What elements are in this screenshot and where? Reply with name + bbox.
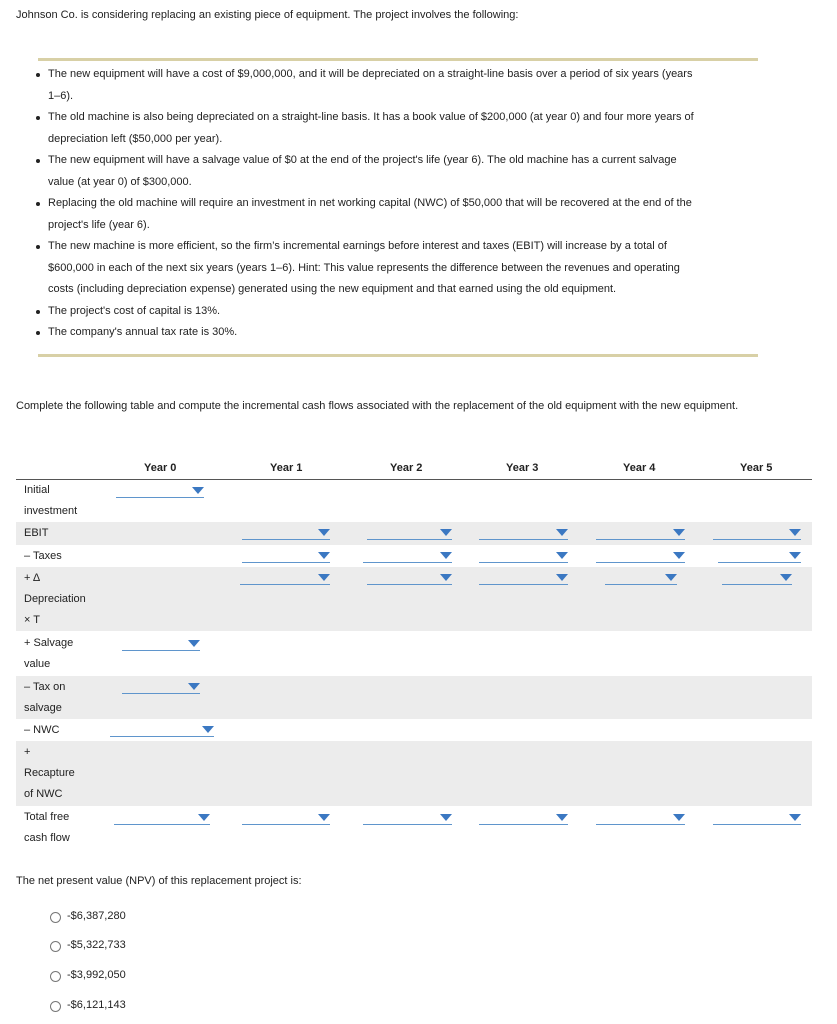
total-fcf-year5-dropdown[interactable] <box>713 811 801 825</box>
row-ebit <box>16 522 812 545</box>
radio-button[interactable] <box>50 1001 61 1012</box>
taxes-year1-dropdown[interactable] <box>242 549 330 563</box>
header-year-1: Year 1 <box>270 462 303 474</box>
chevron-down-icon <box>780 574 792 581</box>
row-label: – Tax on salvage <box>24 681 66 714</box>
bottom-divider <box>38 354 758 357</box>
taxes-year4-dropdown[interactable] <box>596 549 685 563</box>
chevron-down-icon <box>789 529 801 536</box>
chevron-down-icon <box>440 552 452 559</box>
header-year-5: Year 5 <box>740 462 773 474</box>
depreciation-year3-dropdown[interactable] <box>479 571 568 585</box>
option-label: -$6,387,280 <box>67 910 126 922</box>
row-recapture-nwc <box>16 741 812 806</box>
chevron-down-icon <box>673 529 685 536</box>
assumption-item: The new machine is more efficient, so the firm’s incremental earnings before interest and taxes (EBIT) will increase by a total of $600,000 in each of the next six years (years 1–6). Hint: This value represents the difference between the revenues and operating costs (including depreciation expense) generated using the new equipment and that earned using the old equipment. <box>36 236 758 301</box>
top-divider <box>38 58 758 61</box>
chevron-down-icon <box>440 529 452 536</box>
chevron-down-icon <box>556 814 568 821</box>
npv-question: The net present value (NPV) of this replacement project is: <box>16 875 302 887</box>
chevron-down-icon <box>556 552 568 559</box>
chevron-down-icon <box>202 726 214 733</box>
total-fcf-year1-dropdown[interactable] <box>242 811 330 825</box>
chevron-down-icon <box>556 529 568 536</box>
ebit-year4-dropdown[interactable] <box>596 526 685 540</box>
assumption-item: The project's cost of capital is 13%. <box>36 301 758 323</box>
row-label: + Salvage value <box>24 637 74 670</box>
chevron-down-icon <box>188 683 200 690</box>
row-label: – NWC <box>24 724 60 736</box>
header-year-3: Year 3 <box>506 462 539 474</box>
chevron-down-icon <box>440 574 452 581</box>
taxes-year2-dropdown[interactable] <box>363 549 452 563</box>
chevron-down-icon <box>318 529 330 536</box>
chevron-down-icon <box>318 552 330 559</box>
row-taxes <box>16 545 812 567</box>
row-label: + Δ Depreciation × T <box>24 572 86 626</box>
depreciation-year4-dropdown[interactable] <box>605 571 677 585</box>
salvage-year0-dropdown[interactable] <box>122 637 200 651</box>
assumption-item: The new equipment will have a cost of $9,000,000, and it will be depreciated on a straight-line basis over a period of six years (years 1–6). <box>36 64 758 107</box>
row-tax-on-salvage <box>16 676 812 719</box>
taxes-year3-dropdown[interactable] <box>479 549 568 563</box>
cash-flow-table-header <box>16 461 812 480</box>
chevron-down-icon <box>673 552 685 559</box>
chevron-down-icon <box>556 574 568 581</box>
header-year-4: Year 4 <box>623 462 656 474</box>
depreciation-year2-dropdown[interactable] <box>367 571 452 585</box>
assumption-item: The new equipment will have a salvage value of $0 at the end of the project's life (year 6). The old machine has a current salvage value (at year 0) of $300,000. <box>36 150 758 193</box>
row-salvage-value <box>16 631 812 676</box>
option-label: -$6,121,143 <box>67 999 126 1011</box>
assumption-list <box>36 64 758 344</box>
assumption-item: The company's annual tax rate is 30%. <box>36 322 758 344</box>
depreciation-year5-dropdown[interactable] <box>722 571 792 585</box>
chevron-down-icon <box>192 487 204 494</box>
row-label: – Taxes <box>24 550 62 562</box>
chevron-down-icon <box>789 552 801 559</box>
total-fcf-year4-dropdown[interactable] <box>596 811 685 825</box>
row-nwc <box>16 719 812 741</box>
intro-text: Johnson Co. is considering replacing an existing piece of equipment. The project involves the following: <box>16 9 519 21</box>
chevron-down-icon <box>198 814 210 821</box>
ebit-year3-dropdown[interactable] <box>479 526 568 540</box>
row-label: Total free cash flow <box>24 811 70 844</box>
header-year-0: Year 0 <box>144 462 177 474</box>
table-instruction: Complete the following table and compute the incremental cash flows associated with the replacement of the old equipment with the new equipment. <box>16 400 739 412</box>
assumption-item: The old machine is also being depreciated on a straight-line basis. It has a book value of $200,000 (at year 0) and four more years of depreciation left ($50,000 per year). <box>36 107 758 150</box>
taxes-year5-dropdown[interactable] <box>718 549 801 563</box>
total-fcf-year2-dropdown[interactable] <box>363 811 452 825</box>
ebit-year2-dropdown[interactable] <box>367 526 452 540</box>
header-year-2: Year 2 <box>390 462 423 474</box>
initial-investment-year0-dropdown[interactable] <box>116 484 204 498</box>
radio-button[interactable] <box>50 912 61 923</box>
row-label: + Recapture of NWC <box>24 746 75 800</box>
chevron-down-icon <box>318 814 330 821</box>
chevron-down-icon <box>188 640 200 647</box>
row-depreciation-tax-shield <box>16 567 812 631</box>
depreciation-year1-dropdown[interactable] <box>240 571 330 585</box>
tax-on-salvage-year0-dropdown[interactable] <box>122 680 200 694</box>
total-fcf-year0-dropdown[interactable] <box>114 811 210 825</box>
row-initial-investment <box>16 479 812 522</box>
option-label: -$3,992,050 <box>67 969 126 981</box>
option-label: -$5,322,733 <box>67 939 126 951</box>
chevron-down-icon <box>789 814 801 821</box>
total-fcf-year3-dropdown[interactable] <box>479 811 568 825</box>
chevron-down-icon <box>665 574 677 581</box>
radio-button[interactable] <box>50 941 61 952</box>
nwc-year0-dropdown[interactable] <box>110 723 214 737</box>
radio-button[interactable] <box>50 971 61 982</box>
ebit-year1-dropdown[interactable] <box>242 526 330 540</box>
chevron-down-icon <box>318 574 330 581</box>
chevron-down-icon <box>440 814 452 821</box>
row-label: EBIT <box>24 527 49 539</box>
row-total-free-cash-flow <box>16 806 812 850</box>
assumption-item: Replacing the old machine will require an investment in net working capital (NWC) of $50,000 that will be recovered at the end of the project's life (year 6). <box>36 193 758 236</box>
row-label: Initial investment <box>24 484 78 517</box>
chevron-down-icon <box>673 814 685 821</box>
ebit-year5-dropdown[interactable] <box>713 526 801 540</box>
